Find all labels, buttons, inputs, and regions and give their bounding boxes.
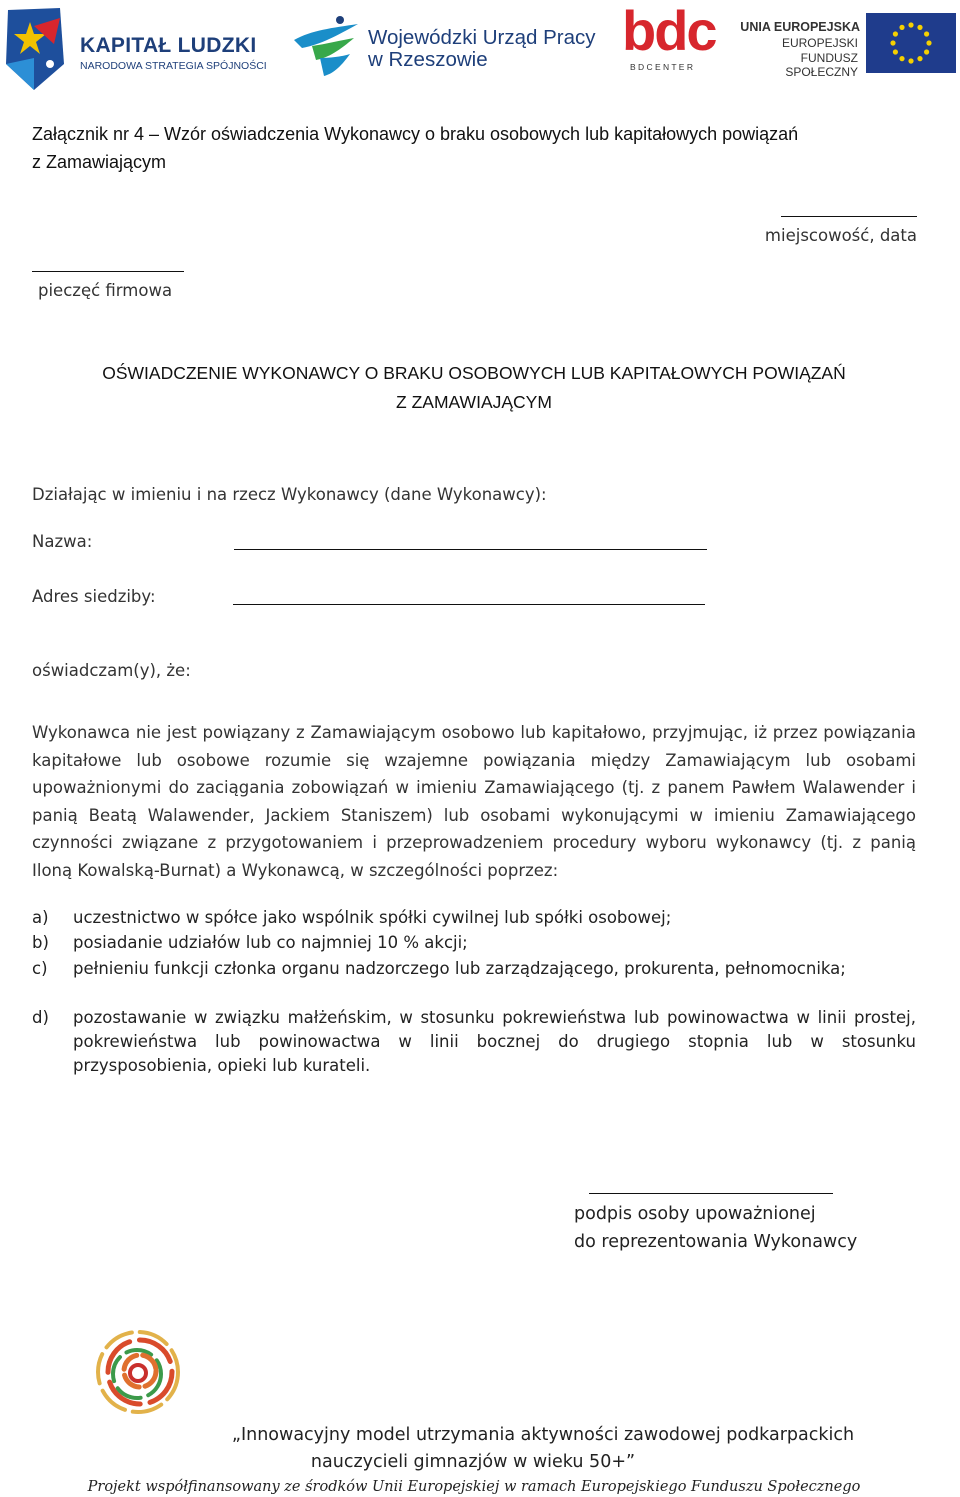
kapital-ludzki-subtitle: NARODOWA STRATEGIA SPÓJNOŚCI [80,60,267,72]
signature-line[interactable] [589,1193,833,1194]
list-marker: b) [32,933,49,952]
bdc-logo-subtitle: B D C E N T E R [630,62,693,72]
wup-bird-icon [292,14,362,80]
acting-on-behalf-text: Działając w imieniu i na rzecz Wykonawcy (dane Wykonawcy): [32,485,547,504]
list-item [32,957,916,981]
kapital-ludzki-star-icon [4,4,68,94]
declaration-heading-line1: OŚWIADCZENIE WYKONAWCY O BRAKU OSOBOWYCH LUB KAPITAŁOWYCH POWIĄZAŃ [102,363,846,383]
list-item [32,906,916,930]
address-field[interactable] [233,604,705,605]
project-title-line1: „Innowacyjny model utrzymania aktywności zawodowej podkarpackich [231,1425,855,1445]
list-item [32,1006,916,1078]
declare-label: oświadczam(y), że: [32,661,191,680]
wup-title-line2: w Rzeszowie [368,48,488,71]
bdc-logo-text: bdc [622,0,716,62]
signature-label-line1: podpis osoby upoważnionej [574,1204,816,1224]
list-marker: d) [32,1008,49,1027]
stamp-label: pieczęć firmowa [38,281,173,300]
address-label: Adres siedziby: [32,587,156,606]
eu-title-line3: FUNDUSZ SPOŁECZNY [785,51,858,79]
list-item-text: pozostawanie w związku małżeńskim, w stosunku pokrewieństwa lub powinowactwa w linii prostej, pokrewieństwa lub powinowactwa w linii bocznej do drugiego stopnia lub w stosunku przysposobienia, opieki lub kurateli. [73,1008,916,1075]
kapital-ludzki-title: KAPITAŁ LUDZKI [80,34,257,57]
place-date-line [781,216,917,217]
place-date-label: miejscowość, data [764,226,917,245]
header-logo-bar [0,0,960,100]
list-marker: a) [32,908,49,927]
declaration-heading-line2: Z ZAMAWIAJĄCYM [396,392,552,412]
name-field[interactable] [234,549,707,550]
document-title-line2: z Zamawiającym [32,152,167,172]
eu-title-line2: EUROPEJSKI [781,36,858,50]
stamp-line [32,271,184,272]
eu-flag-icon [866,13,956,73]
list-item-text: posiadanie udziałów lub co najmniej 10 % akcji; [73,933,468,952]
eu-title-line1: UNIA EUROPEJSKA [740,20,860,34]
wup-title-line1: Wojewódzki Urząd Pracy [368,26,596,49]
name-label: Nazwa: [32,532,93,551]
list-item-text: uczestnictwo w spółce jako wspólnik spółki cywilnej lub spółki osobowej; [73,908,672,927]
body-paragraph: Wykonawca nie jest powiązany z Zamawiającym osobowo lub kapitałowo, przyjmując, iż przez powiązania kapitałowe lub osobowe rozumie się wzajemne powiązania między Zamawiającym lub osobami upoważnionymi do zaciągania zobowiązań w imieniu Zamawiającego (tj. z panem Pawłem Walawender i panią Beatą Walawender, Jackiem Staniszem) lub osobami wykonującymi w imieniu Zamawiającego czynności związane z przygotowaniem i przeprowadzeniem procedury wyboru wykonawcy (tj. z panią Iloną Kowalską-Burnat) a Wykonawcą, w szczególności poprzez: [32,723,916,880]
list-marker: c) [32,959,48,978]
signature-label-line2: do reprezentowania Wykonawcy [574,1232,858,1252]
document-title-line1: Załącznik nr 4 – Wzór oświadczenia Wykonawcy o braku osobowych lub kapitałowych powiązań [32,124,799,144]
list-item-text: pełnieniu funkcji członka organu nadzorczego lub zarządzającego, prokurenta, pełnomocnika; [73,959,846,978]
project-swirl-logo-icon [90,1322,186,1422]
list-item [32,931,916,955]
cofinancing-note: Projekt współfinansowany ze środków Unii Europejskiej w ramach Europejskiego Funduszu Społecznego [87,1479,861,1495]
project-title-line2: nauczycieli gimnazjów w wieku 50+” [310,1452,636,1472]
